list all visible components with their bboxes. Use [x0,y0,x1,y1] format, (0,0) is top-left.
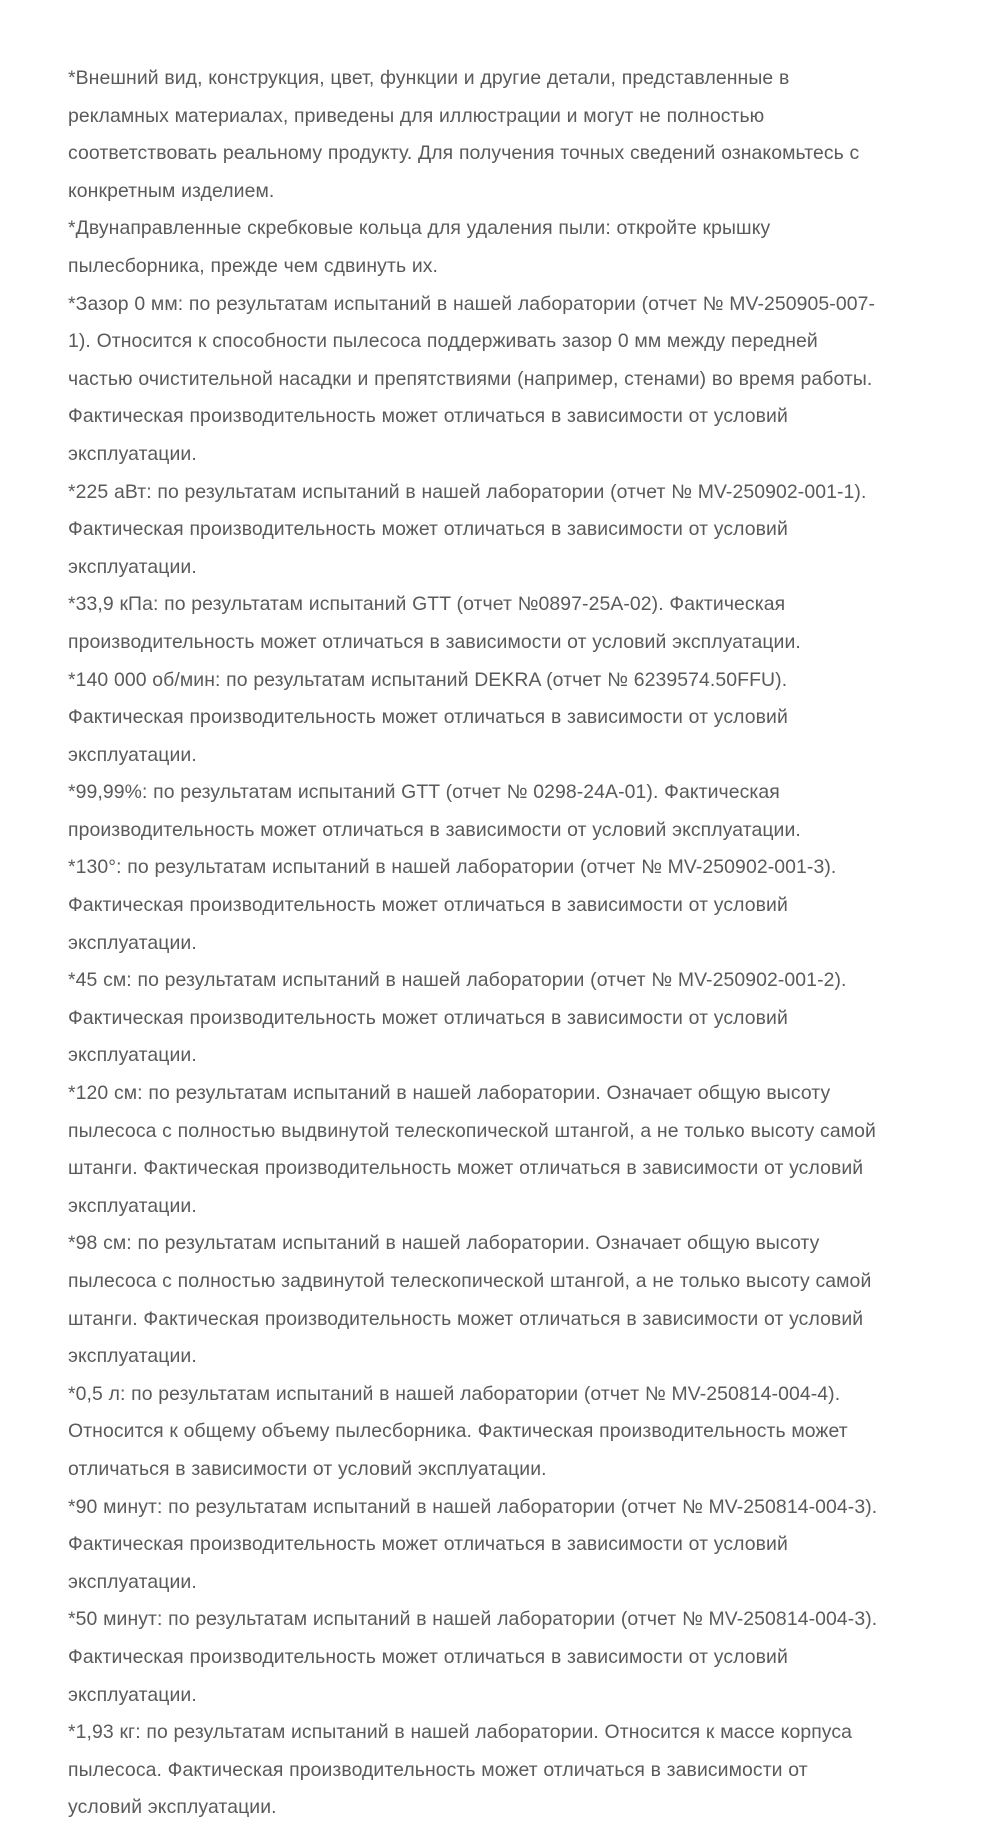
disclaimer-note: *Зазор 0 мм: по результатам испытаний в нашей лаборатории (отчет № MV-250905-007-1). Относится к способности пылесоса поддерживать зазор 0 мм между передней частью очистительной насадки и препятствиями (например, стенами) во время работы. Фактическая производительность может отличаться в зависимости от условий эксплуатации. [68,292,876,465]
disclaimer-note: *0,5 л: по результатам испытаний в нашей лаборатории (отчет № MV-250814-004-4). Относится к общему объему пылесборника. Фактическая производительность может отличаться в зависимости от условий эксплуатации. [68,1382,848,1480]
disclaimer-note: *90 минут: по результатам испытаний в нашей лаборатории (отчет № MV-250814-004-3). Фактическая производительность может отличаться в зависимости от условий эксплуатации. [68,1495,878,1593]
disclaimer-note: *140 000 об/мин: по результатам испытаний DEKRA (отчет № 6239574.50FFU). Фактическая производительность может отличаться в зависимости от условий эксплуатации. [68,668,788,766]
disclaimer-note: *Двунаправленные скребковые кольца для удаления пыли: откройте крышку пылесборника, прежде чем сдвинуть их. [68,217,771,277]
disclaimer-note: *98 см: по результатам испытаний в нашей лаборатории. Означает общую высоту пылесоса с полностью задвинутой телескопической штангой, а не только высоту самой штанги. Фактическая производительность может отличаться в зависимости от условий эксплуатации. [68,1232,872,1368]
disclaimer-note: *120 см: по результатам испытаний в нашей лаборатории. Означает общую высоту пылесоса с полностью выдвинутой телескопической штангой, а не только высоту самой штанги. Фактическая производительность может отличаться в зависимости от условий эксплуатации. [68,1082,876,1217]
disclaimer-note: *33,9 кПа: по результатам испытаний GTT (отчет №0897-25A-02). Фактическая производительность может отличаться в зависимости от условий эксплуатации. [68,593,801,653]
disclaimer-note: *99,99%: по результатам испытаний GTT (отчет № 0298-24A-01). Фактическая производительность может отличаться в зависимости от условий эксплуатации. [68,781,801,841]
disclaimer-note: *Внешний вид, конструкция, цвет, функции и другие детали, представленные в рекламных материалах, приведены для иллюстрации и могут не полностью соответствовать реальному продукту. Для получения точных сведений ознакомьтесь с конкретным изделием. [68,67,860,202]
disclaimer-note: *225 аВт: по результатам испытаний в нашей лаборатории (отчет № MV-250902-001-1). Фактическая производительность может отличаться в зависимости от условий эксплуатации. [68,480,867,578]
disclaimer-note: *45 см: по результатам испытаний в нашей лаборатории (отчет № MV-250902-001-2). Фактическая производительность может отличаться в зависимости от условий эксплуатации. [68,969,847,1067]
disclaimer-notes-list [68,60,880,1827]
disclaimer-note: *130°: по результатам испытаний в нашей лаборатории (отчет № MV-250902-001-3). Фактическая производительность может отличаться в зависимости от условий эксплуатации. [68,856,837,954]
disclaimer-note: *50 минут: по результатам испытаний в нашей лаборатории (отчет № MV-250814-004-3). Фактическая производительность может отличаться в зависимости от условий эксплуатации. [68,1608,878,1706]
disclaimer-note: *1,93 кг: по результатам испытаний в нашей лаборатории. Относится к массе корпуса пылесоса. Фактическая производительность может отличаться в зависимости от условий эксплуатации. [68,1721,853,1819]
